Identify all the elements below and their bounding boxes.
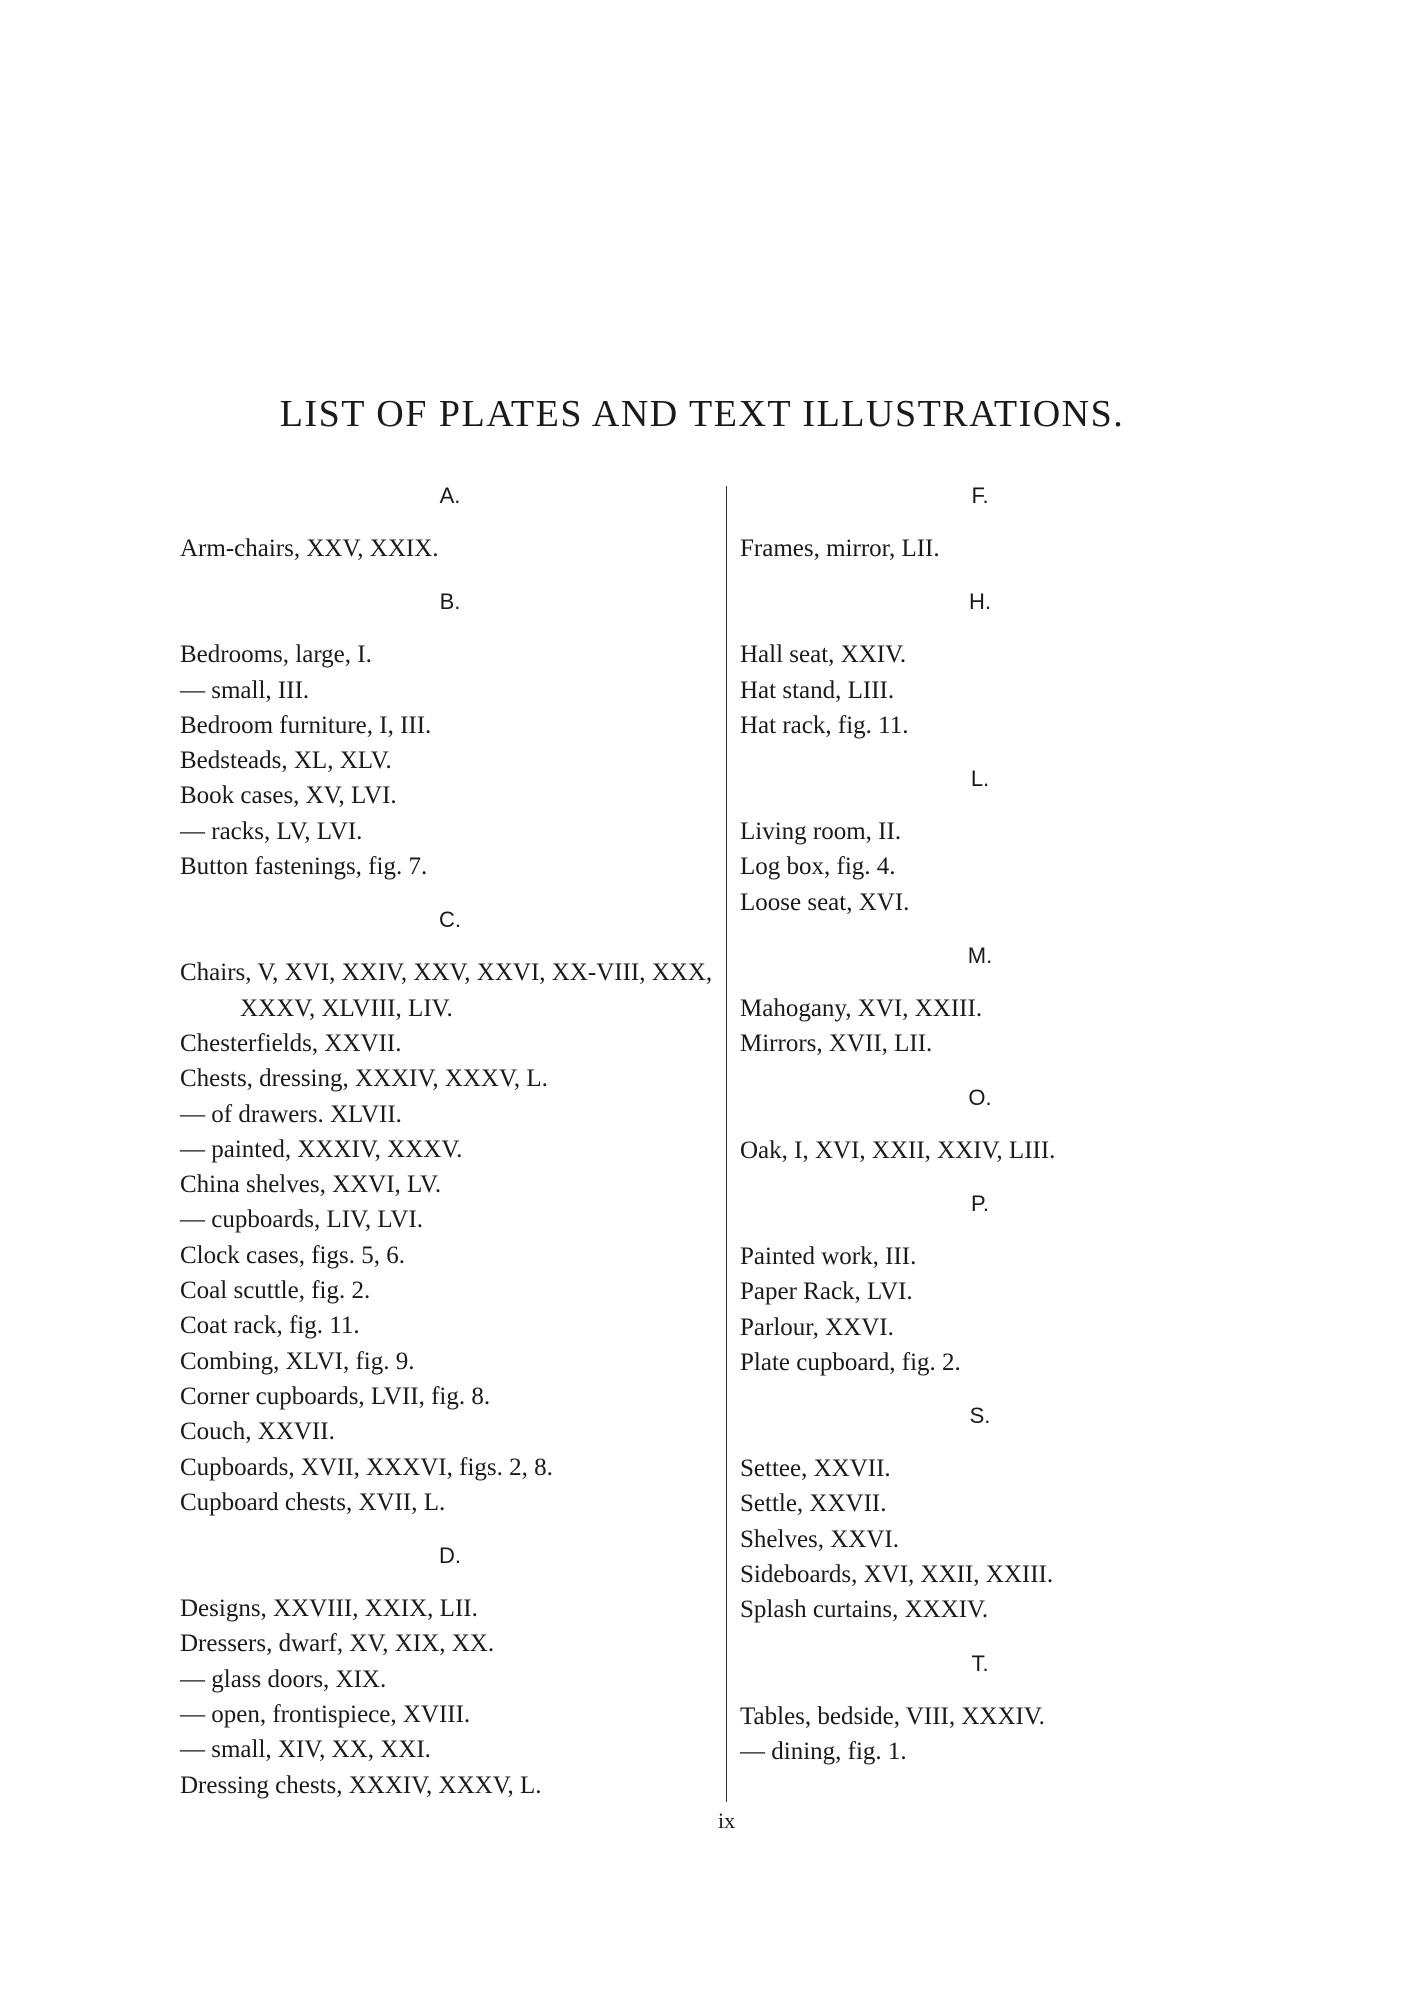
index-entry: Loose seat, XVI.: [740, 888, 910, 916]
index-entry: Parlour, XXVI.: [740, 1313, 894, 1341]
section-letter: P.: [971, 1190, 989, 1216]
index-entry: Log box, fig. 4.: [740, 853, 896, 881]
index-entry: Bedsteads, XL, XLV.: [180, 747, 392, 775]
index-entry: Chairs, V, XVI, XXIV, XXV, XXVI, XX-VIII, XXX, XXXV, XLVIII, LIV.: [180, 959, 713, 1022]
index-entry: Dressing chests, XXXIV, XXXV, L.: [180, 1771, 542, 1799]
index-entry: Chests, dressing, XXXIV, XXXV, L.: [180, 1065, 548, 1093]
index-entry: Coat rack, fig. 11.: [180, 1312, 360, 1340]
index-entry: Splash curtains, XXXIV.: [740, 1596, 989, 1624]
index-entry: — racks, LV, LVI.: [180, 817, 363, 845]
section-letter: H.: [969, 589, 991, 615]
index-entry: Tables, bedside, VIII, XXXIV.: [740, 1702, 1045, 1730]
page-number: ix: [718, 1808, 736, 1833]
column-divider: [726, 486, 727, 1802]
index-entry: Hall seat, XXIV.: [740, 641, 907, 669]
right-column: [740, 478, 1220, 1769]
index-entry: Hat stand, LIII.: [740, 676, 895, 704]
section-letter: M.: [967, 943, 993, 969]
index-section: [740, 761, 1220, 938]
section-letter: D.: [439, 1543, 461, 1569]
index-section: [740, 1646, 1220, 1770]
index-entry: Arm-chairs, XXV, XXIX.: [180, 535, 439, 562]
index-entry: Shelves, XXVI.: [740, 1525, 900, 1553]
section-letter: L.: [970, 766, 990, 792]
index-entry: Designs, XXVIII, XXIX, LII.: [180, 1595, 478, 1623]
index-entry: Couch, XXVII.: [180, 1418, 335, 1446]
index-entry: Corner cupboards, LVII, fig. 8.: [180, 1382, 491, 1410]
index-entry: — painted, XXXIV, XXXV.: [180, 1135, 463, 1163]
index-entry: Coal scuttle, fig. 2.: [180, 1277, 371, 1305]
section-letter: O.: [968, 1084, 992, 1110]
index-entry: Button fastenings, fig. 7.: [180, 853, 428, 881]
index-section: [180, 584, 720, 902]
section-letter: A.: [439, 483, 461, 508]
index-entry: Chesterfields, XXVII.: [180, 1029, 402, 1057]
index-section: [740, 584, 1220, 761]
index-entry: — dining, fig. 1.: [740, 1737, 907, 1765]
index-entry: Painted work, III.: [740, 1242, 917, 1270]
index-entry: Frames, mirror, LII.: [740, 535, 940, 562]
index-entry: — glass doors, XIX.: [180, 1665, 387, 1693]
index-entry: — cupboards, LIV, LVI.: [180, 1206, 424, 1234]
index-section: [740, 478, 1220, 584]
index-entry: Hat rack, fig. 11.: [740, 711, 909, 739]
index-entry: — of drawers. XLVII.: [180, 1100, 402, 1128]
page-title: LIST OF PLATES AND TEXT ILLUSTRATIONS.: [279, 393, 1125, 435]
index-entry: Combing, XLVI, fig. 9.: [180, 1347, 415, 1375]
left-column: [180, 478, 720, 1803]
index-entry: Living room, II.: [740, 818, 902, 846]
index-entry: Bedroom furniture, I, III.: [180, 711, 432, 739]
index-entry: Mahogany, XVI, XXIII.: [740, 995, 983, 1023]
index-section: [740, 1398, 1220, 1645]
index-entry: Bedrooms, large, I.: [180, 641, 372, 669]
index-entry: Oak, I, XVI, XXII, XXIV, LIII.: [740, 1136, 1056, 1164]
index-entry: China shelves, XXVI, LV.: [180, 1171, 442, 1199]
index-entry: Clock cases, figs. 5, 6.: [180, 1241, 405, 1269]
index-entry: Book cases, XV, LVI.: [180, 782, 397, 810]
section-letter: C.: [439, 907, 461, 933]
index-section: [740, 1080, 1220, 1186]
index-section: [740, 938, 1220, 1080]
index-entry: Mirrors, XVII, LII.: [740, 1030, 933, 1058]
section-letter: F.: [971, 483, 989, 508]
index-section: [180, 478, 720, 584]
section-letter: S.: [969, 1403, 991, 1429]
index-section: [180, 1538, 720, 1803]
index-entry: Plate cupboard, fig. 2.: [740, 1348, 961, 1376]
section-letter: T.: [971, 1650, 989, 1676]
index-entry: Settee, XXVII.: [740, 1455, 891, 1483]
index-entry: Cupboards, XVII, XXXVI, figs. 2, 8.: [180, 1453, 553, 1481]
index-entry: — small, XIV, XX, XXI.: [180, 1736, 431, 1764]
index-entry: Cupboard chests, XVII, L.: [180, 1488, 446, 1516]
index-section: [180, 902, 720, 1538]
section-letter: B.: [439, 589, 461, 615]
index-entry: Settle, XXVII.: [740, 1490, 887, 1518]
index-entry: Sideboards, XVI, XXII, XXIII.: [740, 1561, 1054, 1589]
index-entry: Dressers, dwarf, XV, XIX, XX.: [180, 1630, 495, 1658]
index-entry: Paper Rack, LVI.: [740, 1278, 913, 1306]
index-entry: — small, III.: [180, 676, 310, 704]
index-section: [740, 1186, 1220, 1398]
index-entry: — open, frontispiece, XVIII.: [180, 1701, 471, 1729]
